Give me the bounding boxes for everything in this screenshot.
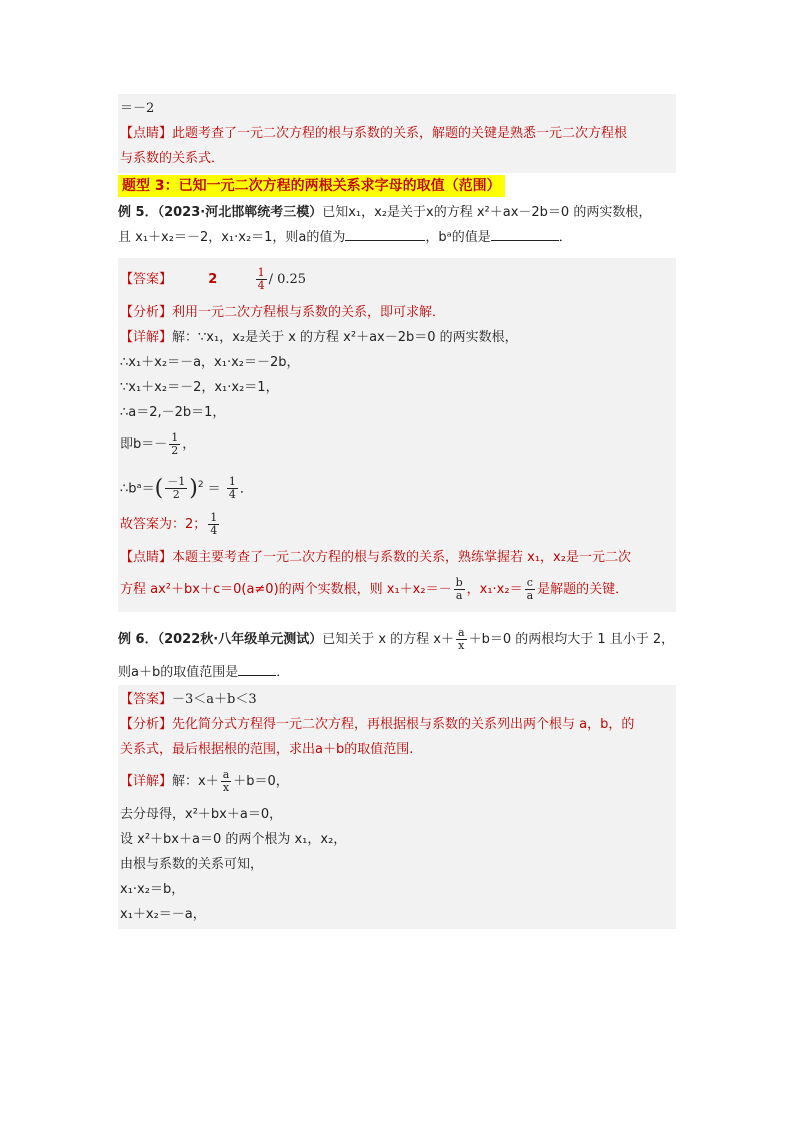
previous-solution-tail [118,94,676,173]
example6-step-1: 去分母得，x²＋bx＋a＝0， [120,807,283,822]
example6-question [118,620,676,685]
comment-text: 此题考查了一元二次方程的根与系数的关系，解题的关键是熟悉一元二次方程根 [172,126,628,141]
example5-text2: 且 x₁＋x₂＝－2，x₁·x₂＝1，则a的值为 [118,230,346,245]
answer-value-1: 2 [208,272,218,287]
step-2: ∵x₁＋x₂＝－2，x₁·x₂＝1， [120,380,279,395]
example5-answer-line [120,260,674,300]
step-5: ∴bᵃ＝( $\frac{-1}{2}$ )$^2$ ＝ $\frac{1}{4}$ ． [120,475,253,502]
example6-step-3: 由根与系数的关系可知， [120,857,264,872]
example6-line1: 例 6．（2022秋·八年级单元测试）已知关于 x 的方程 x＋ $\frac{a}{x}$ ＋b＝0 的两根均大于 1 且小于 2， [118,626,675,652]
content [118,94,676,929]
example5-comment-1: 【点睛】本题主要考查了一元二次方程的根与系数的关系，熟练掌握若 x₁，x₂是一元二次 [120,550,631,565]
example5-text4: ． [558,230,572,245]
final-answer: 故答案为：2； $\frac{1}{4}$ [120,511,218,537]
comment-line-1 [120,121,674,146]
step-4: 即b＝－ $\frac{1}{2}$ ， [120,431,196,457]
example5-text: 已知x₁，x₂是关于x的方程 x²＋ax－2b＝0 的两实数根， [322,205,652,220]
answer-fraction: $\frac{1}{4}$ [257,266,265,292]
example5-question [118,200,676,250]
example5-line2 [118,225,676,250]
step5-fraction-a: $\frac{-1}{2}$ [167,475,186,502]
example6-solution [118,685,676,929]
step4-fraction: $\frac{1}{2}$ [171,431,179,457]
example6-analysis-2: 关系式，最后根据根的范围，求出a＋b的取值范围. [120,742,414,757]
example5-detail: 【详解】解：∵x₁，x₂是关于 x 的方程 x²＋ax－2b＝0 的两实数根， [120,330,518,345]
answer-blank-2[interactable] [491,226,559,241]
answer-alt: / 0.25 [268,272,307,287]
example5-line1 [118,200,676,225]
step-3: ∴a＝2,－2b＝1， [120,405,226,420]
example6-line2: 则a＋b的取值范围是 ． [118,660,676,685]
example5-analysis: 【分析】利用一元二次方程根与系数的关系，即可求解． [120,305,446,320]
answer-tag: 【答案】 [120,272,173,287]
example5-text3: ，bᵃ的值是 [425,230,491,245]
comment-tag: 【点睛】 [120,126,173,141]
example5-comment-2: 方程 ax²＋bx＋c＝0(a≠0)的两个实数根，则 x₁＋x₂＝－ $\frac{b}{a}$ ，x₁·x₂＝ $\frac{c}{a}$ 是解题的关键． [120,576,629,602]
step5-fraction-b: $\frac{1}{4}$ [228,475,236,502]
example6-detail: 【详解】解：x＋ $\frac{a}{x}$ ＋b＝0， [120,768,289,794]
section-heading: 题型 3：已知一元二次方程的两根关系求字母的取值（范围） [118,173,676,200]
example6-step-4: x₁·x₂＝b， [120,882,185,897]
example6-analysis-1: 【分析】先化简分式方程得一元二次方程，再根据根与系数的关系列出两个根与 a，b，的 [120,717,635,732]
comment-line-2: 与系数的关系式． [120,151,225,166]
example5-source: （2023·河北邯郸统考三模） [157,205,323,220]
answer-blank-1[interactable] [345,226,425,241]
example5-solution [118,258,676,612]
example6-step-5: x₁＋x₂＝－a， [120,907,206,922]
result-line: ＝－2 [120,101,155,116]
answer-blank-3[interactable] [238,661,276,676]
example6-answer: 【答案】－3＜a＋b＜3 [120,692,257,707]
step-1: ∴x₁＋x₂＝－a，x₁·x₂＝－2b， [120,355,300,370]
example5-label: 例 5． [118,205,158,220]
example6-step-2: 设 x²＋bx＋a＝0 的两个根为 x₁，x₂， [120,832,347,847]
